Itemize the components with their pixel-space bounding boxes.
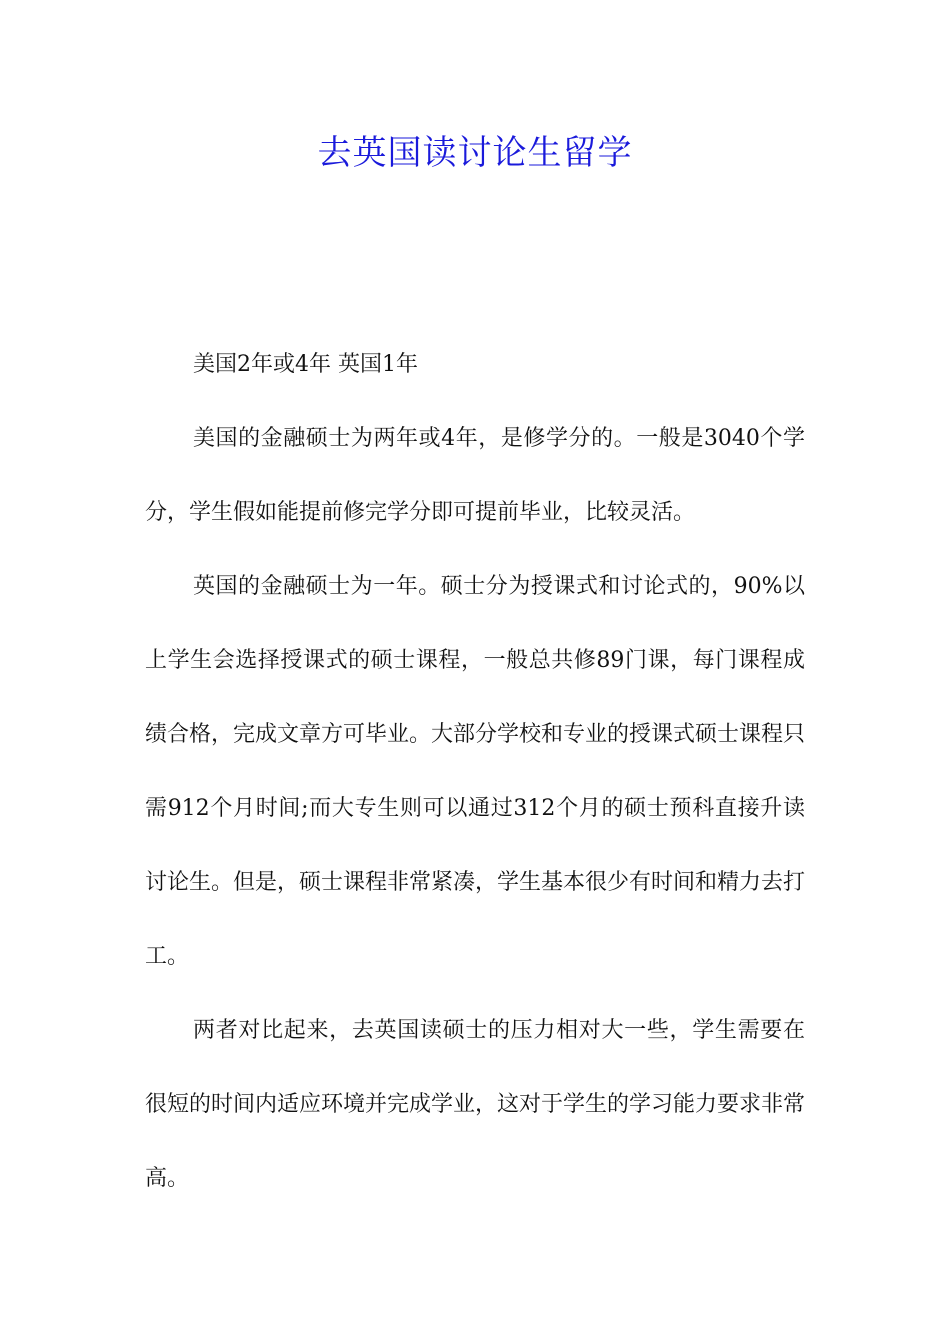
paragraph-2: 美国的金融硕士为两年或4年，是修学分的。一般是3040个学分，学生假如能提前修完学分即可提前毕业，比较灵活。 <box>145 426 805 525</box>
paragraph-1: 美国2年或4年 英国1年 <box>193 352 418 377</box>
document-body <box>145 328 805 1216</box>
document-title: 去英国读讨论生留学 <box>317 133 633 173</box>
paragraph-4: 两者对比起来，去英国读硕士的压力相对大一些，学生需要在很短的时间内适应环境并完成学业，这对于学生的学习能力要求非常高。 <box>145 1018 806 1191</box>
paragraph-3: 英国的金融硕士为一年。硕士分为授课式和讨论式的，90%以上学生会选择授课式的硕士课程，一般总共修89门课，每门课程成绩合格，完成文章方可毕业。大部分学校和专业的授课式硕士课程只需912个月时间;而大专生则可以通过312个月的硕士预科直接升读讨论生。但是，硕士课程非常紧凑，学生基本很少有时间和精力去打工。 <box>145 574 806 969</box>
